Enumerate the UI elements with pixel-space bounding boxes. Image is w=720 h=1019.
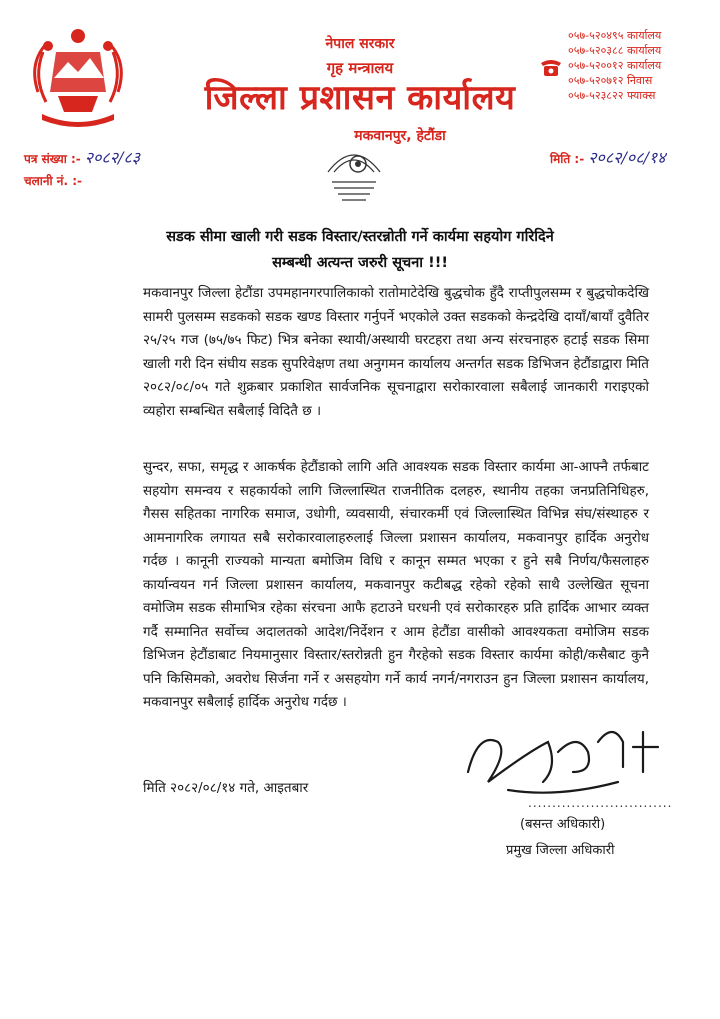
letter-date-label: मिति :- (550, 152, 585, 166)
signatory-title: प्रमुख जिल्ला अधिकारी (506, 843, 615, 858)
telephone-icon (538, 54, 564, 80)
nepal-emblem-icon (18, 22, 138, 132)
phone-line: ०५७-५२००१२ कार्यालय (568, 59, 662, 72)
subject-line-2: सम्बन्धी अत्यन्त जरुरी सूचना !!! (272, 255, 448, 271)
phone-line: ०५७-५२०३८८ कार्यालय (568, 44, 662, 57)
letter-number (24, 146, 140, 168)
letter-date-value: २०८२/०८/१४ (588, 148, 666, 167)
header-government: नेपाल सरकार (325, 36, 395, 52)
signature-dots: .............................. (528, 796, 673, 810)
phone-line: ०५७-५२३८२२ फ्याक्स (568, 89, 656, 102)
letter-date (550, 146, 666, 168)
letter-number-value: २०८२/८३ (84, 148, 141, 167)
body-paragraph-1: मकवानपुर जिल्ला हेटौंडा उपमहानगरपालिकाको रातोमाटेदेखि बुद्धचोक हुँदै राप्तीपुलसम्म र बुद्धचोकदेखि सामरी पुलसम्म सडकको सडक खण्ड विस्तार गर्नुपर्ने भएकोले उक्त सडकको केन्द्रदेखि दायाँ/बायाँ दुवैतिर २५/२५ गज (७५/७५ फिट) भित्र बनेका स्थायी/अस्थायी घरटहरा तथा अन्य संरचनाहरु हटाई सडक सिमा खाली गरी दिन संघीय सडक सुपरिवेक्षण तथा अनुगमन कार्यालय अन्तर्गत सडक डिभिजन हेटौंडाद्वारा मिति २०८२/०८/०५ गते शुक्रबार प्रकाशित सार्वजनिक सूचनाद्वारा सरोकारवाला सबैलाई जानकारी गराइएको व्यहोरा सम्बन्धित सबैलाई विदितै छ । (143, 285, 649, 419)
header-office-name: जिल्ला प्रशासन कार्यालय (204, 78, 516, 118)
notice-date: मिति २०८२/०८/१४ गते, आइतबार (143, 780, 309, 796)
subject-line-1: सडक सीमा खाली गरी सडक विस्तार/स्तरन्नोती गर्ने कार्यमा सहयोग गरिदिने (166, 229, 554, 245)
office-stamp-icon (318, 142, 390, 204)
signature-icon (448, 712, 668, 802)
phone-list (568, 28, 713, 103)
body-paragraph-2: सुन्दर, सफा, समृद्ध र आकर्षक हेटौंडाको लागि अति आवश्यक सडक विस्तार कार्यमा आ-आफ्नै तर्फबाट सहयोग समन्वय र सहकार्यको लागि जिल्लास्थित राजनीतिक दलहरु, स्थानीय तहका जनप्रतिनिधिहरु, गैसस सहितका नागरिक समाज, उधोगी, व्यवसायी, संचारकर्मी एवं जिल्लास्थित विभिन्न संघ/संस्थाहरु र आमनागरिक लगायत सबै सरोकारवालाहरुलाई जिल्ला प्रशासन कार्यालय, मकवानपुर हार्दिक अनुरोध गर्दछ । कानूनी राज्यको मान्यता बमोजिम विधि र कानून सम्मत भएका र हुने सबै निर्णय/फैसलाहरु कार्यान्वयन गर्न जिल्ला प्रशासन कार्यालय, मकवानपुर कटीबद्ध रहेको रहेको साथै उल्लेखित सूचना वमोजिम सडक सीमाभित्र रहेका संरचना आफै हटाउने घरधनी एवं सरोकारहरु प्रति हार्दिक आभार व्यक्त गर्दै सम्मानित सर्वोच्च अदालतको आदेश/निर्देशन र आम हेटौंडा वासीको आवश्यकता वमोजिम सडक डिभिजन हेटौंडाबाट नियमानुसार विस्तार/स्तरोन्नती हुन गैरहेको सडक विस्तार कार्यमा कोही/कसैबाट कुनै पनि किसिमको, अवरोध सिर्जना गर्ने र असहयोग गर्ने कार्य नगर्न/नगराउन हुन जिल्ला प्रशासन कार्यालय, मकवानपुर सबैलाई हार्दिक अनुरोध गर्दछ । (143, 459, 649, 710)
dispatch-number-label: चलानी नं. :- (24, 174, 82, 188)
phone-line: ०५७-५२०४९५ कार्यालय (568, 29, 662, 42)
header-location: मकवानपुर, हेटौंडा (354, 128, 446, 144)
dispatch-number (24, 172, 82, 189)
signatory-name: (बसन्त अधिकारी) (520, 817, 606, 832)
header-ministry: गृह मन्त्रालय (326, 59, 394, 77)
letter-number-label: पत्र संख्या :- (24, 152, 81, 166)
phone-line: ०५७-५२०७१२ निवास (568, 74, 653, 87)
